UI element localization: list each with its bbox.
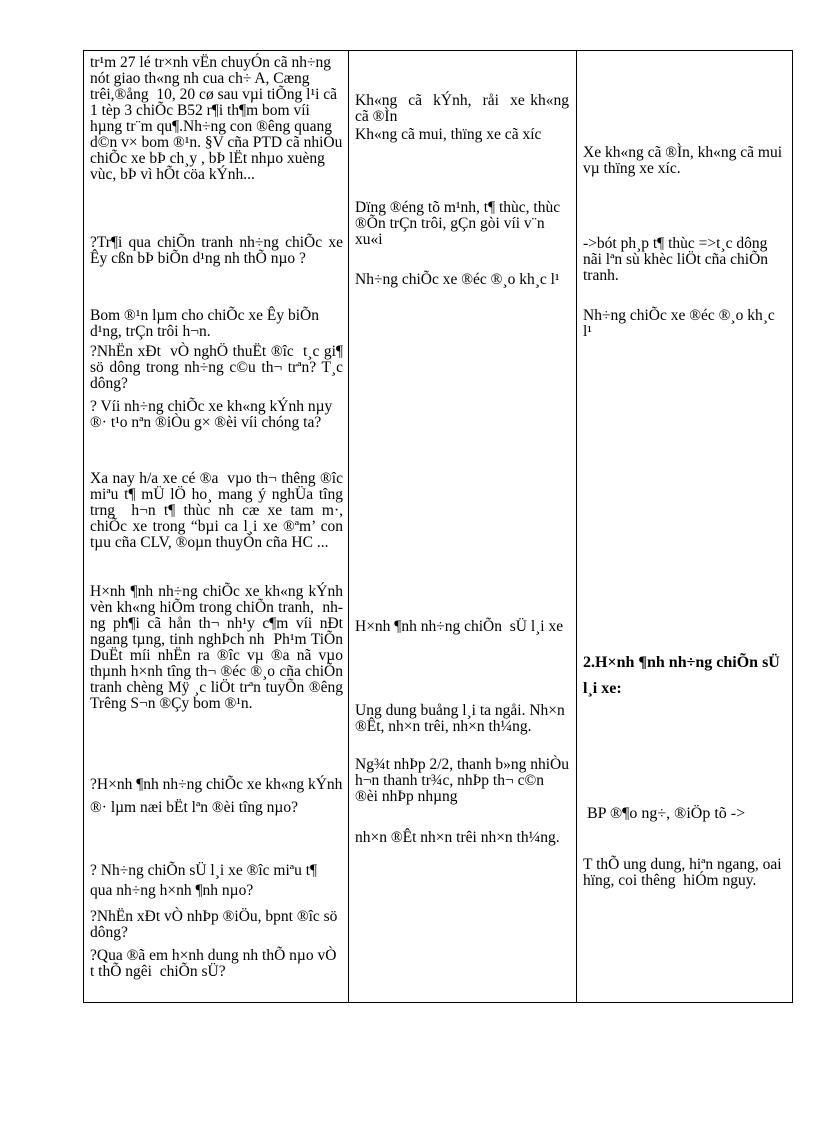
col2-paragraph-2: Kh«ng cã mui, thïng xe cã xíc <box>355 126 542 143</box>
col2-paragraph-5: H×nh ¶nh nh÷ng chiÕn sÜ l¸i xe <box>355 618 564 635</box>
questions-column <box>84 51 349 1002</box>
col2-paragraph-7: Ng¾t nhÞp 2/2, thanh b»ng nhiÒu h¬n thanh tr¾c, nhÞp th¬ c©n ®èi nhÞp nhµng <box>355 756 573 805</box>
col1-paragraph-2: ?Tr¶i qua chiÕn tranh nh÷ng chiÕc xe Êy cßn bÞ biÕn d¹ng nh thÕ nµo ? <box>90 234 347 267</box>
content-table <box>83 50 793 1003</box>
col2-paragraph-3: Dïng ®éng tõ m¹nh, t¶ thùc, thùc ®Õn trÇn trôi, gÇn gòi víi v¨n xu«i <box>355 199 564 248</box>
answers-column <box>349 51 577 1002</box>
col2-paragraph-8: nh×n ®Êt nh×n trêi nh×n th¼ng. <box>355 829 560 846</box>
col1-paragraph-10: ?NhËn xÐt vÒ nhÞp ®iÖu, bpnt ®îc sö dông? <box>90 908 342 941</box>
col3-paragraph-4: BP ®¶o ng÷, ®iÖp tõ -> <box>583 805 746 822</box>
col1-paragraph-5: ? Víi nh÷ng chiÕc xe kh«ng kÝnh nµy ®· t¹o nªn ®iÒu g× ®èi víi chóng ta? <box>90 398 337 431</box>
col3-paragraph-2: ->bót ph¸p t¶ thùc =>t¸c dông nãi lªn sù khèc liÖt cña chiÕn tranh. <box>583 235 772 284</box>
col1-paragraph-9: ? Nh÷ng chiÕn sÜ l¸i xe ®îc miªu t¶ qua nh÷ng h×nh ¶nh nµo? <box>90 862 321 899</box>
col1-paragraph-11: ?Qua ®ã em h×nh dung nh thÕ nµo vÒ t thÕ ngêi chiÕn sÜ? <box>90 947 341 980</box>
col1-paragraph-3: Bom ®¹n lµm cho chiÕc xe Êy biÕn d¹ng, trÇn trôi h¬n. <box>90 307 323 340</box>
summary-column <box>577 51 792 1002</box>
col1-paragraph-8: ?H×nh ¶nh nh÷ng chiÕc xe kh«ng kÝnh ®· lµm næi bËt lªn ®èi tîng nµo? <box>90 776 347 816</box>
col1-paragraph-6: Xa nay h/a xe cé ®a vµo th¬ thêng ®îc miªu t¶ mÜ lÖ ho¸ mang ý nghÜa tîng trng h¬n t¶ thùc nh cæ xe tam m·, chiÕc xe trong “bµi ca l¸i xe ®ªm’ con tµu cña CLV, ®oµn thuyÒn cña HC ... <box>90 470 351 551</box>
col2-paragraph-1: Kh«ng cã kÝnh, råi xe kh«ng cã ®Ìn <box>355 92 573 125</box>
col3-paragraph-1: Xe kh«ng cã ®Ìn, kh«ng cã mui vµ thïng xe xíc. <box>583 144 786 177</box>
section-heading: 2.H×nh ¶nh nh÷ng chiÕn sÜ l¸i xe: <box>583 654 784 697</box>
col2-paragraph-6: Ung dung buång l¸i ta ngåi. Nh×n ®Êt, nh×n trêi, nh×n th¼ng. <box>355 702 569 735</box>
col1-paragraph-7: H×nh ¶nh nh÷ng chiÕc xe kh«ng kÝnh vèn kh«ng hiÕm trong chiÕn tranh, nhng ph¶i cã hån th¬ nh¹y c¶m víi nÐt ngang tµng, tinh nghÞch nh Ph¹m TiÕn DuËt míi nhËn ra ®îc vµ ®a nã vµo thµnh h×nh tîng th¬ ®éc ®¸o cña chiÕn tranh chèng Mÿ ¸c liÖt trªn tuyÕn ®êng Trêng S¬n ®Çy bom ®¹n. <box>90 583 347 712</box>
col3-paragraph-5: T thÕ ung dung, hiªn ngang, oai hïng, coi thêng hiÓm nguy. <box>583 856 786 889</box>
col2-paragraph-4: Nh÷ng chiÕc xe ®éc ®¸o kh¸c l¹ <box>355 271 560 288</box>
col1-paragraph-4: ?NhËn xÐt vÒ nghÖ thuËt ®îc t¸c gi¶ sö dông trong nh÷ng c©u th¬ trªn? T¸c dông? <box>90 343 347 392</box>
col3-paragraph-3: Nh÷ng chiÕc xe ®éc ®¸o kh¸c l¹ <box>583 307 779 340</box>
col1-paragraph-1: tr¹m 27 lé tr×nh vËn chuyÓn cã nh÷ng nót giao th«ng nh cua ch÷ A, Cæng trêi,®ång 10, 20 cø sau vµi tiÕng l¹i cã 1 tèp 3 chiÕc B52 r¶i th¶m bom víi hµng tr¨m qu¶.Nh÷ng con ®êng quang d©n v× bom ®¹n. §V cña PTD cã nhiÒu chiÕc xe bÞ ch¸y , bÞ lËt nhµo xuèng vùc, bÞ vì hÕt cöa kÝnh... <box>90 54 347 183</box>
